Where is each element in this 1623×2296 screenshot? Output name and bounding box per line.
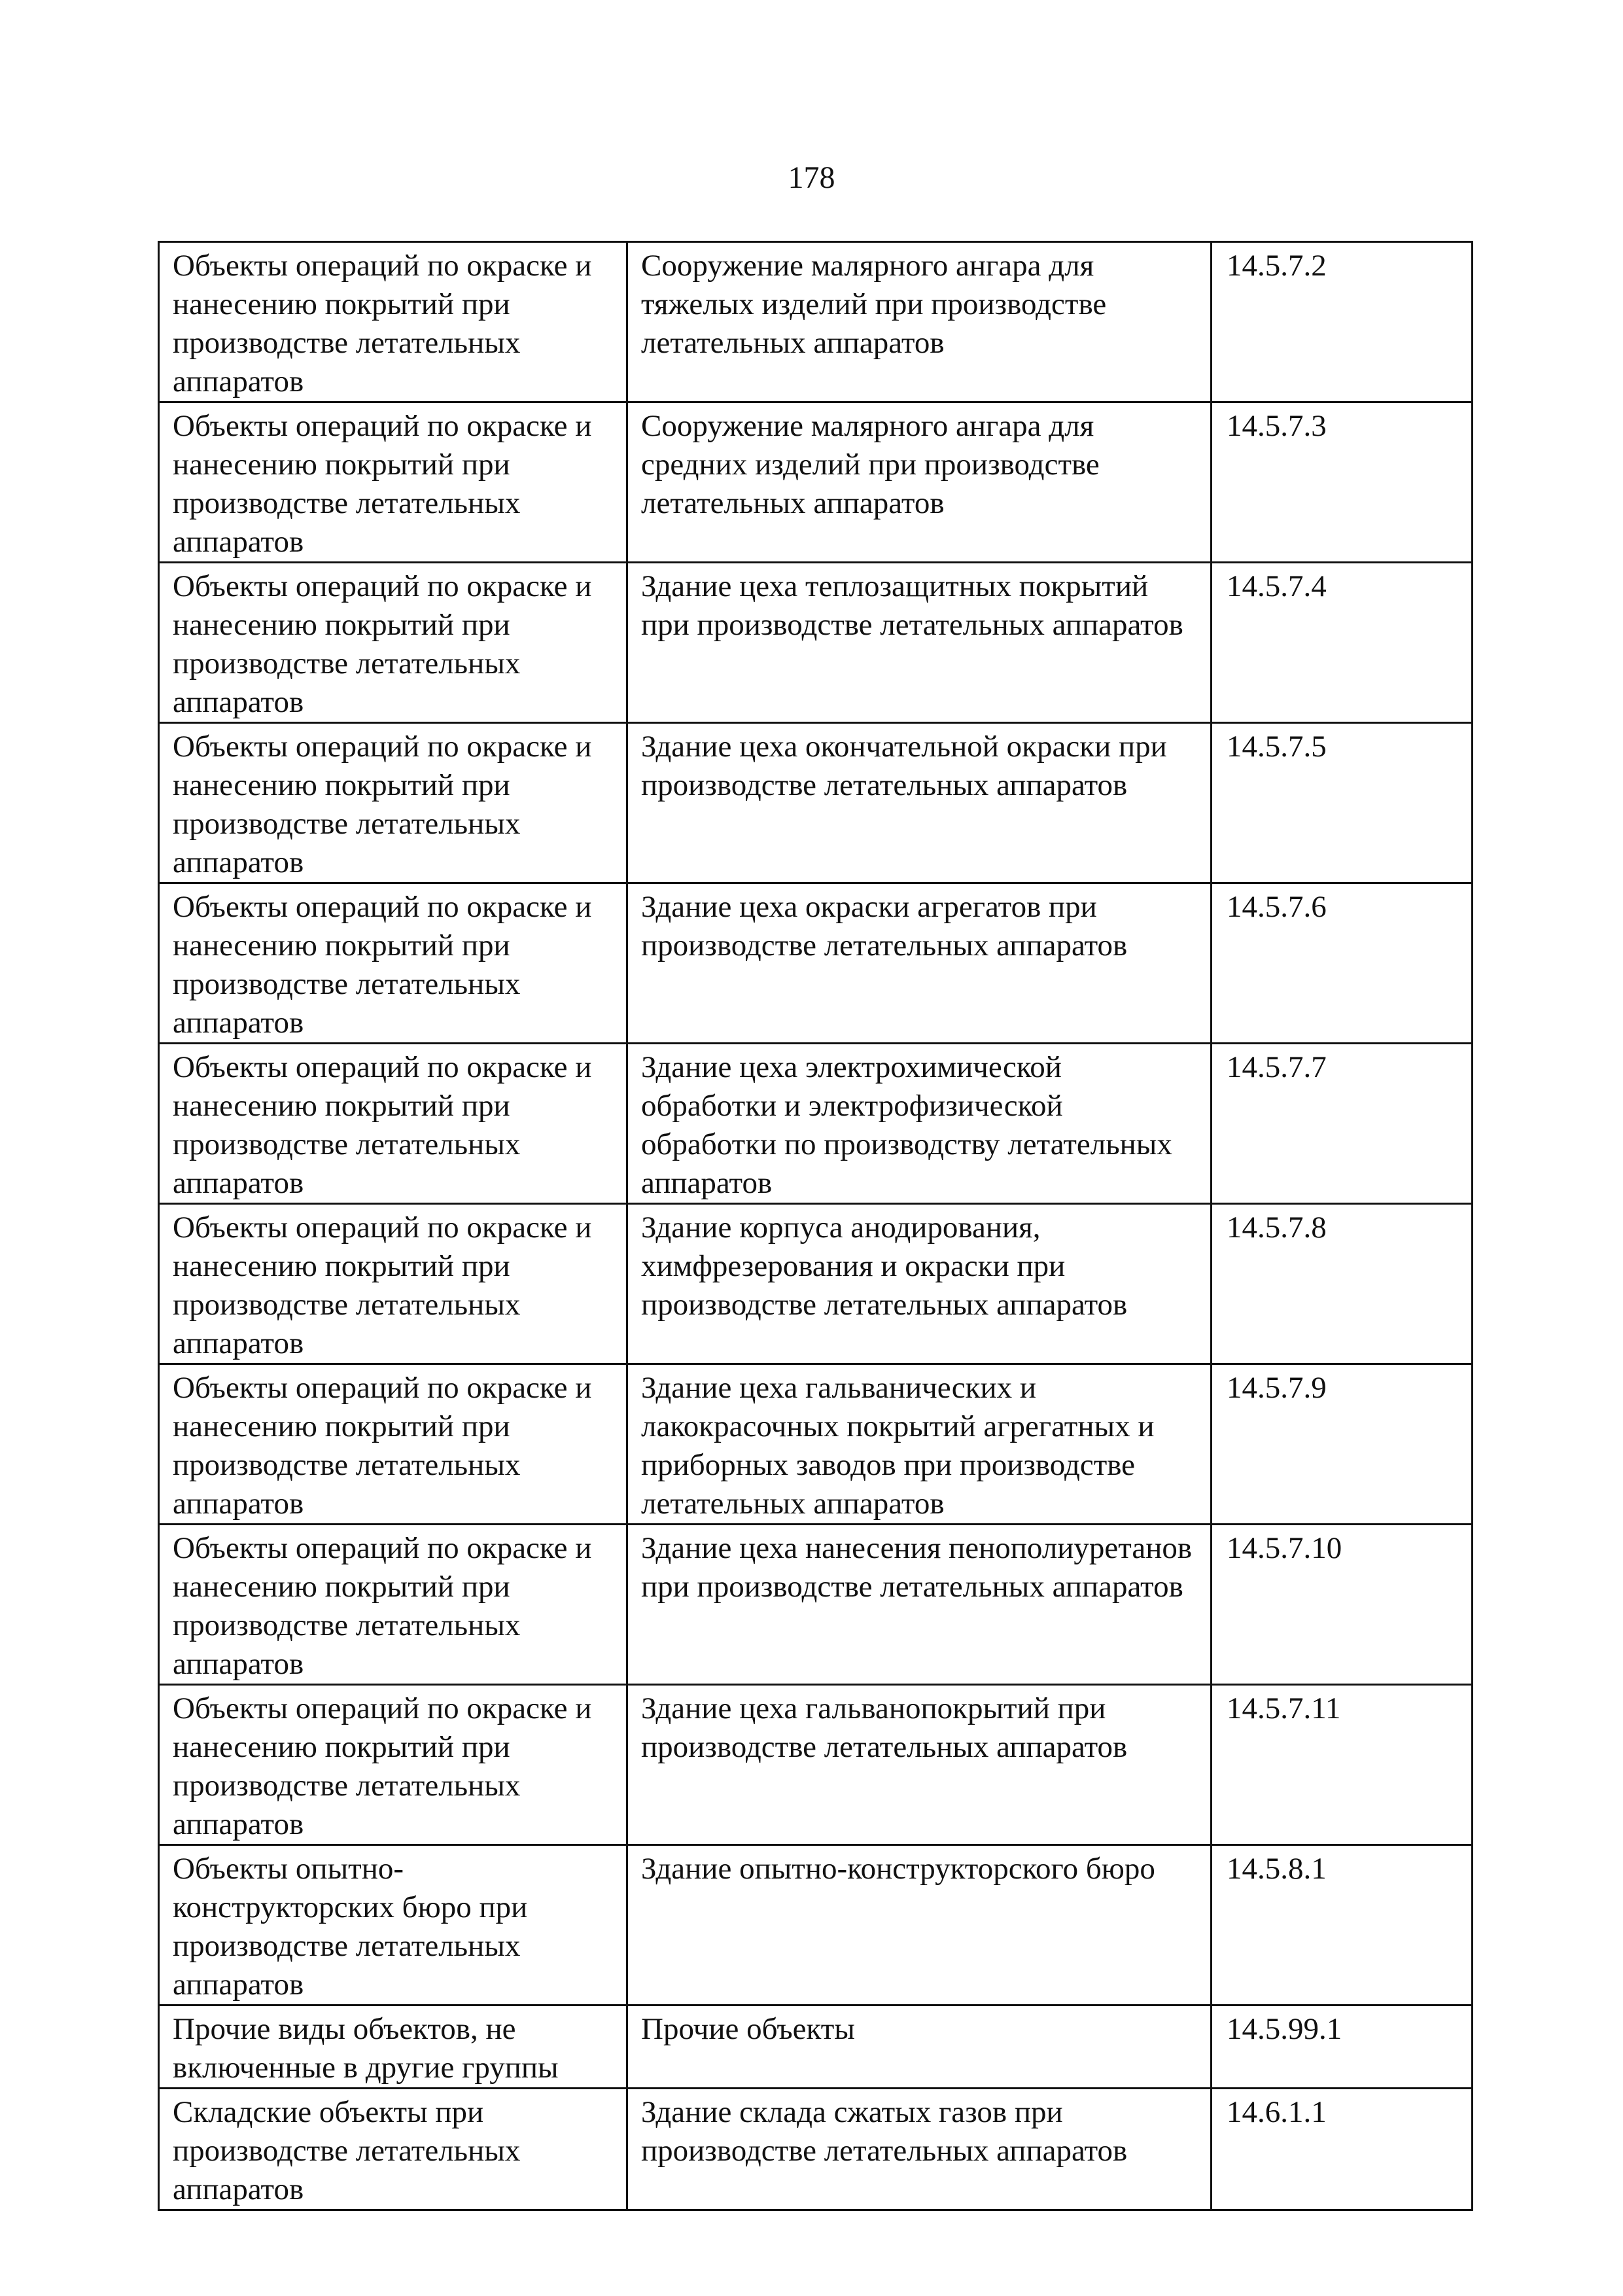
object-type-cell: Объекты операций по окраске и нанесению покрытий при производстве летательных аппаратов (159, 723, 627, 883)
code-cell: 14.5.7.2 (1212, 242, 1473, 402)
object-type-cell: Объекты опытно-конструкторских бюро при производстве летательных аппаратов (159, 1845, 627, 2005)
object-type-cell: Объекты операций по окраске и нанесению покрытий при производстве летательных аппаратов (159, 883, 627, 1044)
code-cell: 14.5.99.1 (1212, 2005, 1473, 2089)
table-row (159, 723, 1473, 883)
object-type-cell: Складские объекты при производстве летательных аппаратов (159, 2089, 627, 2210)
table-row (159, 1044, 1473, 1204)
object-name-cell: Сооружение малярного ангара для средних изделий при производстве летательных аппаратов (627, 402, 1212, 563)
table-row (159, 1525, 1473, 1685)
object-type-cell: Объекты операций по окраске и нанесению покрытий при производстве летательных аппаратов (159, 242, 627, 402)
code-cell: 14.5.7.6 (1212, 883, 1473, 1044)
table-row (159, 1364, 1473, 1525)
code-cell: 14.5.7.5 (1212, 723, 1473, 883)
object-type-cell: Прочие виды объектов, не включенные в другие группы (159, 2005, 627, 2089)
code-cell: 14.5.7.11 (1212, 1685, 1473, 1845)
table-row (159, 242, 1473, 402)
table-row (159, 1845, 1473, 2005)
object-name-cell: Здание склада сжатых газов при производстве летательных аппаратов (627, 2089, 1212, 2210)
object-name-cell: Здание цеха гальванопокрытий при производстве летательных аппаратов (627, 1685, 1212, 1845)
code-cell: 14.5.7.9 (1212, 1364, 1473, 1525)
object-name-cell: Здание цеха окраски агрегатов при производстве летательных аппаратов (627, 883, 1212, 1044)
object-name-cell: Здание цеха гальванических и лакокрасочных покрытий агрегатных и приборных заводов при производстве летательных аппаратов (627, 1364, 1212, 1525)
code-cell: 14.5.7.7 (1212, 1044, 1473, 1204)
object-name-cell: Здание цеха электрохимической обработки и электрофизической обработки по производству летательных аппаратов (627, 1044, 1212, 1204)
object-type-cell: Объекты операций по окраске и нанесению покрытий при производстве летательных аппаратов (159, 1685, 627, 1845)
object-type-cell: Объекты операций по окраске и нанесению покрытий при производстве летательных аппаратов (159, 1044, 627, 1204)
table-row (159, 2005, 1473, 2089)
table-row (159, 1204, 1473, 1364)
code-cell: 14.5.7.8 (1212, 1204, 1473, 1364)
object-type-cell: Объекты операций по окраске и нанесению покрытий при производстве летательных аппаратов (159, 1204, 627, 1364)
object-name-cell: Сооружение малярного ангара для тяжелых изделий при производстве летательных аппаратов (627, 242, 1212, 402)
object-name-cell: Здание корпуса анодирования, химфрезерования и окраски при производстве летательных аппаратов (627, 1204, 1212, 1364)
object-type-cell: Объекты операций по окраске и нанесению покрытий при производстве летательных аппаратов (159, 1364, 627, 1525)
object-type-cell: Объекты операций по окраске и нанесению покрытий при производстве летательных аппаратов (159, 1525, 627, 1685)
table-row (159, 402, 1473, 563)
code-cell: 14.5.7.4 (1212, 563, 1473, 723)
object-name-cell: Прочие объекты (627, 2005, 1212, 2089)
object-name-cell: Здание опытно-конструкторского бюро (627, 1845, 1212, 2005)
page-number: 178 (788, 160, 835, 195)
object-name-cell: Здание цеха теплозащитных покрытий при производстве летательных аппаратов (627, 563, 1212, 723)
table-row (159, 1685, 1473, 1845)
code-cell: 14.5.7.10 (1212, 1525, 1473, 1685)
object-name-cell: Здание цеха нанесения пенополиуретанов при производстве летательных аппаратов (627, 1525, 1212, 1685)
table-row (159, 563, 1473, 723)
table-row (159, 2089, 1473, 2210)
classification-table (158, 241, 1473, 2211)
object-type-cell: Объекты операций по окраске и нанесению покрытий при производстве летательных аппаратов (159, 563, 627, 723)
code-cell: 14.5.8.1 (1212, 1845, 1473, 2005)
object-type-cell: Объекты операций по окраске и нанесению покрытий при производстве летательных аппаратов (159, 402, 627, 563)
object-name-cell: Здание цеха окончательной окраски при производстве летательных аппаратов (627, 723, 1212, 883)
code-cell: 14.6.1.1 (1212, 2089, 1473, 2210)
table-row (159, 883, 1473, 1044)
code-cell: 14.5.7.3 (1212, 402, 1473, 563)
